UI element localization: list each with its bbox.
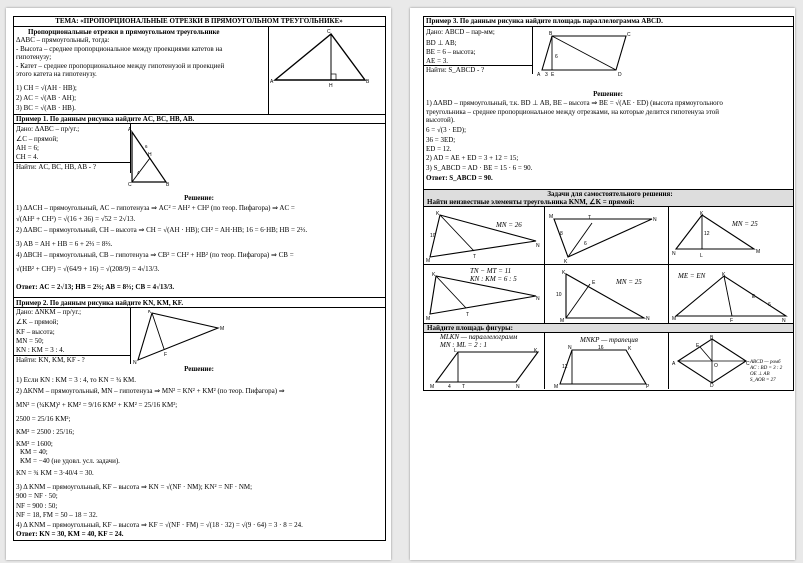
svg-text:M: M — [549, 214, 554, 220]
fig1-caption: MLKN — параллелограмм — [440, 333, 518, 341]
svg-text:L: L — [700, 253, 703, 259]
theory-triangle-figure — [269, 28, 381, 90]
ex1-step: √(AH² + CH²) = √(16 + 36) = √52 = 2√13. — [16, 215, 136, 223]
svg-text:B: B — [710, 335, 714, 341]
svg-text:K: K — [148, 310, 152, 315]
theory-line: - Катет – среднее пропорциональное между гипотенузой и проекцией — [16, 62, 225, 70]
ex1-find: Найти: AC, BC, HB, AB - ? — [16, 163, 96, 171]
svg-text:4: 4 — [137, 170, 140, 175]
ex2-given: MN = 50; — [16, 337, 44, 345]
ex2-step: 4) Δ KNM – прямоугольный, KF – высота ⇒ KF = √(NF · FM) = √(18 · 32) = √(9 · 64) = 3 · 8 = 24. — [16, 521, 303, 529]
svg-text:N: N — [568, 345, 572, 351]
svg-text:E: E — [592, 280, 596, 286]
fig3-line: S_AOB = 27 — [750, 378, 776, 383]
ex2-given: ∠K – прямой; — [16, 318, 59, 326]
fig3-line: ABCD — ромб — [750, 360, 781, 365]
right-page — [410, 8, 795, 560]
svg-text:N: N — [653, 217, 657, 223]
svg-text:12: 12 — [562, 364, 568, 370]
ex2-solution-label: Решение: — [184, 365, 214, 373]
svg-text:6: 6 — [768, 302, 771, 308]
ex3-find: Найти: S_ABCD - ? — [426, 66, 485, 74]
fig3-line: AC : BD = 3 : 2 — [750, 366, 783, 371]
svg-text:B: B — [366, 79, 370, 85]
svg-text:N: N — [646, 316, 650, 322]
ex1-given: Дано: ΔABC – пр/уг.; — [16, 125, 80, 133]
svg-text:6: 6 — [555, 54, 558, 60]
svg-text:K: K — [564, 259, 568, 263]
ex3-given: AE = 3. — [426, 57, 449, 65]
svg-text:P: P — [646, 384, 650, 388]
ex1-heading: Пример 1. По данным рисунка найдите AC, BC, HB, AB. — [16, 115, 195, 123]
task-fig-5 — [548, 270, 664, 322]
page-title: ТЕМА: «ПРОПОРЦИОНАЛЬНЫЕ ОТРЕЗКИ В ПРЯМОУГОЛЬНОМ ТРЕУГОЛЬНИКЕ» — [55, 17, 343, 25]
theory-line: - Высота – среднее пропорциональное между проекциями катетов на — [16, 45, 223, 53]
task-fig-1 — [426, 209, 542, 263]
svg-text:M: M — [220, 326, 225, 332]
ex2-heading: Пример 2. По данным рисунка найдите KN, KM, KF. — [16, 299, 184, 307]
area-fig-3 — [672, 335, 752, 387]
svg-text:N: N — [536, 243, 540, 249]
svg-text:A: A — [672, 361, 676, 367]
svg-text:T: T — [473, 254, 477, 260]
svg-text:K: K — [628, 346, 632, 352]
ex2-step: 2) ΔKNM – прямоугольный, MN – гипотенуза ⇒ MN² = KN² + KM² (по теор. Пифагора) ⇒ — [16, 387, 285, 395]
svg-text:L: L — [454, 348, 457, 354]
svg-text:O: O — [714, 363, 718, 369]
ex3-step: ED = 12. — [426, 145, 452, 153]
svg-text:D: D — [710, 383, 714, 387]
svg-text:10: 10 — [556, 292, 562, 298]
ex2-find: Найти: KN, KM, KF - ? — [16, 356, 85, 364]
ex2-step: KM = −40 (не удовл. усл. задачи). — [20, 457, 120, 465]
ex3-step: высотой). — [426, 116, 455, 124]
ex2-step: NF = 900 : 50; — [16, 502, 58, 510]
theory-line: 2) AC = √(AB · AH); — [16, 94, 77, 102]
svg-text:A: A — [270, 79, 274, 85]
label-kn: KN : KM = 6 : 5 — [470, 275, 517, 283]
ex3-heading: Пример 3. По данным рисунка найдите площадь параллелограмма ABCD. — [426, 17, 663, 25]
ex2-step: 3) Δ KNM – прямоугольный, KF – высота ⇒ KN = √(NF · NM); KN² = NF · NM; — [16, 483, 253, 491]
svg-text:K: K — [534, 348, 538, 354]
svg-text:E: E — [752, 294, 756, 300]
svg-text:M: M — [672, 316, 677, 322]
svg-text:E: E — [696, 343, 700, 349]
ex3-step: 2) AD = AE + ED = 3 + 12 = 15; — [426, 154, 519, 162]
ex3-given: BE = 6 – высота; — [426, 48, 476, 56]
svg-text:K: K — [562, 270, 566, 276]
ex3-figure — [534, 28, 640, 78]
ex1-given: ∠C – прямой; — [16, 135, 59, 143]
label-me: ME = EN — [678, 272, 706, 280]
ex2-step: 2500 = 25/16 KM²; — [16, 415, 71, 423]
tasks-header: Задачи для самостоятельного решения: — [424, 189, 793, 199]
task-fig-2 — [548, 209, 664, 263]
svg-text:K: K — [722, 272, 726, 278]
ex1-solution-label: Решение: — [184, 194, 214, 202]
svg-text:10: 10 — [430, 233, 436, 239]
ex1-answer: Ответ: AC = 2√13; HB = 2⅔; AB = 8⅔; CB = 4√13/3. — [16, 283, 175, 291]
svg-text:M: M — [426, 258, 431, 263]
ex1-step: 2) ΔABC – прямоугольный, CH – высота ⇒ CH = √(AH · HB); CH² = AH·HB; 16 = 6·HB; HB = 2⅔. — [16, 226, 308, 234]
theory-line: ΔABC – прямоугольный, тогда: — [16, 36, 110, 44]
ex2-step: KM² = 1600; — [16, 440, 53, 448]
ex3-step: 36 = 3ED; — [426, 136, 456, 144]
ex1-step: 4) ΔBCH – прямоугольный, CB – гипотенуза ⇒ CB² = CH² + HB² (по теор. Пифагора) ⇒ CB = — [16, 251, 294, 259]
ex2-step: NF = 18, FM = 50 – 18 = 32. — [16, 511, 98, 519]
ex1-step: 3) AB = AH + HB = 6 + 2⅔ = 8⅔. — [16, 240, 113, 248]
svg-text:C: C — [746, 361, 750, 367]
svg-text:M: M — [554, 384, 559, 388]
fig3-line: OE ⊥ AB — [750, 372, 770, 377]
theory-heading: Пропорциональные отрезки в прямоугольном треугольнике — [28, 28, 220, 36]
label-mn25b: MN = 25 — [616, 278, 642, 286]
ex3-step: треугольника – среднее пропорциональное между отрезками, на которые делится гипотенуза этой — [426, 108, 719, 116]
svg-text:B: B — [549, 31, 553, 37]
fig2-caption: MNKP — трапеция — [580, 336, 638, 344]
ex2-given: KN : KM = 3 : 4. — [16, 346, 65, 354]
ex3-given: BD ⊥ AB; — [426, 39, 457, 47]
ex1-given: CH = 4. — [16, 153, 39, 161]
svg-text:4: 4 — [448, 384, 451, 388]
svg-text:C: C — [128, 182, 132, 186]
ex1-step: √(HB² + CH²) = √(64/9 + 16) = √(208/9) = 4√13/3. — [16, 265, 160, 273]
section-triangles: Найти неизвестные элементы треугольника KNM, ∠K = прямой: — [424, 198, 793, 207]
svg-text:16: 16 — [598, 345, 604, 351]
left-page — [6, 8, 391, 560]
fig1-ratio: MN : ML = 2 : 1 — [440, 341, 487, 349]
task-fig-4 — [426, 270, 542, 322]
ex2-step: 900 = NF · 50; — [16, 492, 58, 500]
svg-text:N: N — [536, 296, 540, 302]
svg-text:3: 3 — [545, 72, 548, 78]
ex3-step: 3) S_ABCD = AD · BE = 15 · 6 = 90. — [426, 164, 533, 172]
ex2-step: 1) Если KN : KM = 3 : 4, то KN = ¾ KM. — [16, 376, 136, 384]
ex2-given: KF – высота; — [16, 328, 55, 336]
svg-text:N: N — [672, 251, 676, 257]
svg-text:N: N — [782, 318, 786, 322]
svg-text:M: M — [426, 316, 431, 322]
svg-text:E: E — [551, 72, 555, 78]
ex3-solution-label: Решение: — [593, 90, 623, 98]
label-mn26: MN = 26 — [496, 221, 522, 229]
theory-line: 3) BC = √(AB · HB). — [16, 104, 76, 112]
svg-text:C: C — [627, 32, 631, 38]
svg-text:K: K — [432, 272, 436, 278]
area-fig-1 — [426, 348, 542, 388]
ex1-step: 1) ΔACH – прямоугольный, AC – гипотенуза ⇒ AC² = AH² + CH² (по теор. Пифагора) ⇒ AC = — [16, 204, 295, 212]
svg-text:H: H — [148, 152, 152, 158]
ex2-step: KM = 40; — [20, 448, 48, 456]
svg-text:T: T — [462, 384, 466, 388]
theory-line: этого катета на гипотенузу. — [16, 70, 97, 78]
ex1-figure — [128, 124, 174, 186]
svg-text:C: C — [327, 29, 331, 35]
svg-text:M: M — [756, 249, 761, 255]
label-mn25: MN = 25 — [732, 220, 758, 228]
label-tn: TN − MT = 11 — [470, 267, 512, 275]
ex3-step: 1) ΔABD – прямоугольный, т.к. BD ⊥ AB, BE – высота ⇒ BE = √(AE · ED) (высота прямоугольного — [426, 99, 723, 107]
ex2-figure — [132, 310, 232, 366]
svg-text:H: H — [329, 83, 333, 89]
svg-text:T: T — [588, 215, 592, 221]
svg-text:N: N — [133, 360, 137, 366]
ex1-given: AH = 6; — [16, 144, 40, 152]
ex3-given: Дано: ABCD – пар-мм; — [426, 28, 495, 36]
svg-text:A: A — [128, 127, 132, 133]
svg-text:N: N — [516, 384, 520, 388]
svg-text:M: M — [430, 384, 435, 388]
svg-text:T: T — [466, 312, 470, 318]
svg-text:F: F — [730, 318, 734, 322]
svg-text:M: M — [560, 318, 565, 322]
ex3-answer: Ответ: S_ABCD = 90. — [426, 174, 493, 182]
svg-text:K: K — [700, 211, 704, 217]
ex3-step: 6 = √(3 · ED); — [426, 126, 467, 134]
svg-text:D: D — [618, 72, 622, 78]
section-areas: Найдите площадь фигуры: — [424, 323, 793, 333]
task-fig-3 — [672, 209, 790, 263]
ex2-given: Дано: ΔNKM – пр/уг.; — [16, 308, 82, 316]
svg-text:6: 6 — [584, 241, 587, 247]
svg-text:B: B — [166, 182, 170, 186]
ex2-step: MN² = (¾KM)² + KM² = 9/16 KM² + KM² = 25/16 KM²; — [16, 401, 178, 409]
theory-line: гипотенузу; — [16, 53, 52, 61]
svg-text:A: A — [537, 72, 541, 78]
ex2-step: KM² = 2500 : 25/16; — [16, 428, 75, 436]
svg-text:K: K — [436, 211, 440, 217]
task-fig-6 — [672, 270, 790, 322]
svg-text:12: 12 — [704, 231, 710, 237]
ex2-answer: Ответ: KN = 30, KM = 40, KF = 24. — [16, 530, 124, 538]
area-fig-2 — [548, 344, 664, 388]
svg-text:8: 8 — [560, 231, 563, 237]
theory-line: 1) CH = √(AH · HB); — [16, 84, 77, 92]
svg-text:6: 6 — [145, 144, 148, 149]
svg-text:F: F — [164, 352, 168, 358]
ex2-step: KN = ¾ KM = 3·40/4 = 30. — [16, 469, 94, 477]
